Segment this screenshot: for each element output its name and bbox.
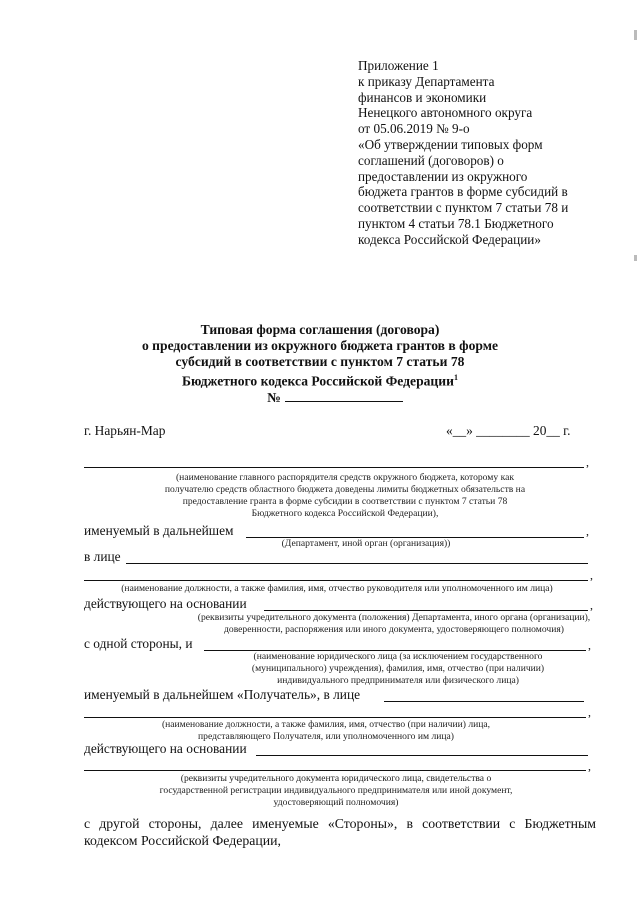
grantor-name-field[interactable] <box>84 467 584 468</box>
closing-line: с другой стороны, далее именуемые «Стороны», в соответствии с Бюджетным <box>84 816 596 831</box>
appendix-line: соглашений (договоров) о <box>358 152 504 168</box>
label-one-side: с одной стороны, и <box>84 636 193 651</box>
appendix-block <box>358 58 598 248</box>
appendix-line: соответствии с пунктом 7 статьи 78 и <box>358 200 569 216</box>
comma: , <box>590 598 593 612</box>
label-person: в лице <box>84 549 121 564</box>
label-named-2: именуемый в дальнейшем «Получатель», в лице <box>84 687 361 702</box>
note-basis-2: (реквизиты учредительного документа юридического лица, свидетельства о государственной регистрации индивидуального предпринимателя или иной документ, удостоверяющий полномочия) <box>159 773 513 808</box>
comma: , <box>588 759 591 773</box>
title-line: о предоставлении из окружного бюджета грантов в форме <box>141 338 499 353</box>
city-label: г. Нарьян-Мар <box>84 423 166 438</box>
appendix-line: Приложение 1 <box>358 58 439 73</box>
appendix-line: финансов и экономики <box>358 89 487 105</box>
appendix-line: пунктом 4 статьи 78.1 Бюджетного <box>358 215 554 231</box>
title-line <box>0 370 640 390</box>
note-recipient: (наименование юридического лица (за исключением государственного (муниципального) учреждения), фамилия, имя, отчество (при наличии) индивидуального предпринимателя или физического лица) <box>251 651 545 686</box>
basis-2-field-1[interactable] <box>256 755 588 756</box>
comma: , <box>590 568 593 582</box>
closing-line: кодексом Российской Федерации, <box>84 833 281 848</box>
recipient-person-field-2[interactable] <box>84 717 586 718</box>
comma: , <box>586 455 589 469</box>
appendix-line: бюджета грантов в форме субсидий в <box>358 184 568 200</box>
recipient-person-field-1[interactable] <box>384 701 584 702</box>
note-position: (наименование должности, а также фамилия, имя, отчество руководителя или уполномоченного им лица) <box>121 583 553 594</box>
note-grantor: (наименование главного распорядителя средств окружного бюджета, которому как получателю средств областного бюджета доведены лимиты бюджетных обязательств на предоставление гранта в форме субсидии в соответствии с пунктом 7 статьи 78 Бюджетного кодекса Российской Федерации), <box>164 472 526 519</box>
person-field-2[interactable] <box>84 580 588 581</box>
date-field[interactable]: «__» ________ 20__ г. <box>446 423 571 438</box>
number-label: № <box>267 389 281 405</box>
title-line: Типовая форма соглашения (договора) <box>200 322 440 337</box>
scan-edge-mark <box>634 255 637 261</box>
document-title <box>0 322 640 406</box>
person-field-1[interactable] <box>126 563 588 564</box>
basis-1-field[interactable] <box>264 610 588 611</box>
appendix-line: к приказу Департамента <box>358 73 495 89</box>
footnote-mark: 1 <box>453 373 458 382</box>
title-line-text: Бюджетного кодекса Российской Федерации <box>182 373 454 389</box>
comma: , <box>588 638 591 652</box>
label-basis-2: действующего на основании <box>84 741 247 756</box>
basis-2-field-2[interactable] <box>84 770 586 771</box>
note-department: (Департамент, иной орган (организация)) <box>281 538 451 549</box>
title-line: субсидий в соответствии с пунктом 7 статьи 78 <box>175 354 465 369</box>
label-named-1: именуемый в дальнейшем <box>84 523 234 538</box>
closing-paragraph <box>84 815 596 849</box>
appendix-line: от 05.06.2019 № 9-о <box>358 121 470 137</box>
label-basis-1: действующего на основании <box>84 596 247 611</box>
number-row <box>30 390 640 406</box>
comma: , <box>586 524 589 538</box>
appendix-line: «Об утверждении типовых форм <box>358 136 543 152</box>
note-recipient-person: (наименование должности, а также фамилия, имя, отчество (при наличии) лица, представляющего Получателя, или уполномоченного им лица) <box>161 719 491 742</box>
comma: , <box>588 705 591 719</box>
appendix-line: Ненецкого автономного округа <box>358 105 533 121</box>
scan-edge-mark <box>634 30 637 40</box>
appendix-line: кодекса Российской Федерации» <box>358 231 541 247</box>
number-field[interactable] <box>285 391 403 402</box>
appendix-line: предоставлении из окружного <box>358 168 528 184</box>
note-basis-1: (реквизиты учредительного документа (положения) Департамента, иного органа (организации), доверенности, распоряжения или иного документа, удостоверяющего полномочия) <box>197 612 591 635</box>
